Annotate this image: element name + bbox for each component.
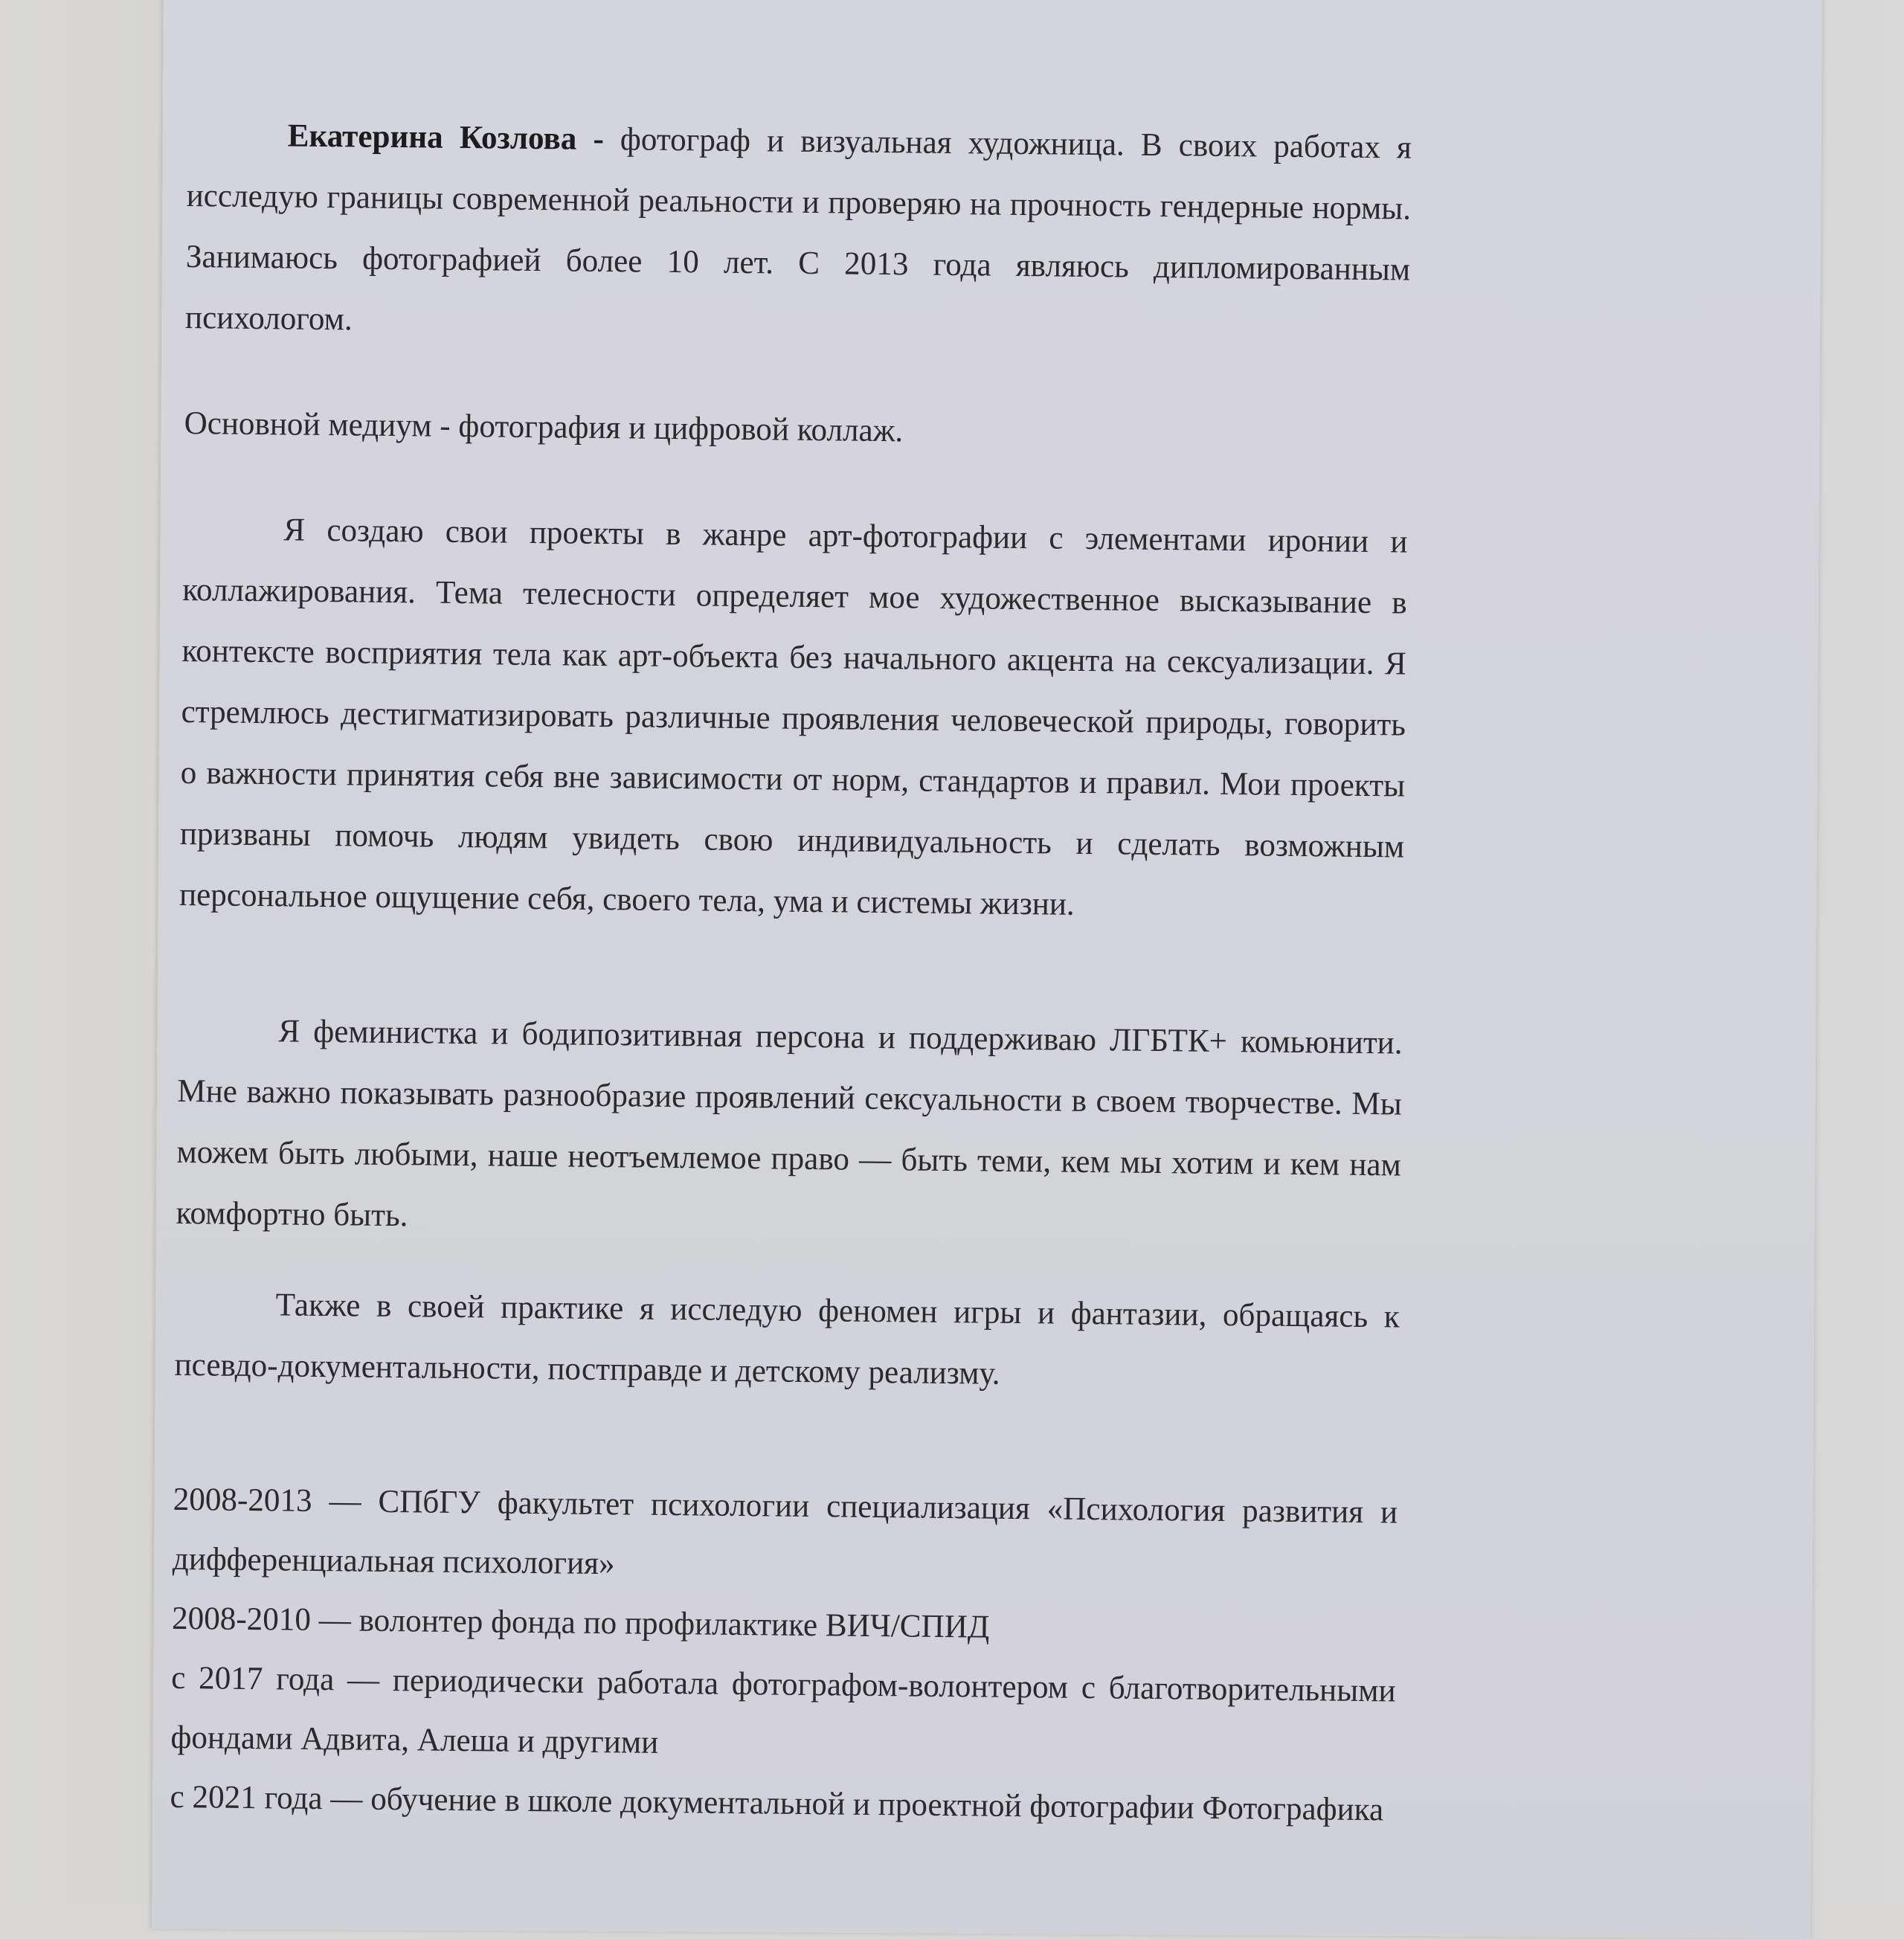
artist-name: Екатерина Козлова -	[287, 117, 605, 157]
statement-paragraph-2: Я феминистка и бодипозитивная персона и поддерживаю ЛГБТК+ комьюнити. Мне важно показывать разнообразие проявлений сексуальности в своем творчестве. Мы можем быть любыми, наше неотъемлемое право — быть теми, кем мы хотим и кем нам комфортно быть.	[176, 1012, 1403, 1234]
intro-paragraph	[185, 104, 1412, 361]
cv-item-photo-school: с 2021 года — обучение в школе документальной и проектной фотографии Фотографика	[170, 1778, 1384, 1828]
spacer	[173, 1395, 1398, 1483]
intro-text: фотограф и визуальная художница. В своих работах я исследую границы современной реальности и проверяю на прочность гендерные нормы. Занимаюсь фотографией более 10 лет. С 2013 года являюсь дипломированным психологом.	[184, 120, 1412, 338]
statement-paragraph-1: Я создаю свои проекты в жанре арт-фотографии с элементами иронии и коллажирования. Тема телесности определяет мое художественное высказывание в контексте восприятия тела как арт-объекта без начального акцента на сексуализации. Я стремлюсь дестигматизировать различные проявления человеческой природы, говорить о важности принятия себя вне зависимости от норм, стандартов и правил. Мои проекты призваны помочь людям увидеть свою индивидуальность и сделать возможным персональное ощущение себя, своего тела, ума и системы жизни.	[178, 511, 1408, 922]
statement-paragraph-3: Также в своей практике я исследую феномен игры и фантазии, обращаясь к псевдо-документальности, постправде и детскому реализму.	[174, 1286, 1400, 1392]
cv-item-education: 2008-2013 — СПбГУ факультет психологии специализация «Психология развития и дифференциальная психология»	[172, 1480, 1398, 1582]
artist-statement	[170, 104, 1412, 1839]
cv-list	[170, 1470, 1398, 1840]
cv-item-volunteer-hiv: 2008-2010 — волонтер фонда по профилактике ВИЧ/СПИД	[171, 1599, 990, 1645]
medium-line: Основной медиум - фотография и цифровой коллаж.	[184, 404, 904, 449]
cv-item-volunteer-photographer: с 2017 года — периодически работала фотографом-волонтером с благотворительными фондами Адвита, Алеша и другими	[170, 1659, 1396, 1760]
spacer	[178, 925, 1403, 1013]
